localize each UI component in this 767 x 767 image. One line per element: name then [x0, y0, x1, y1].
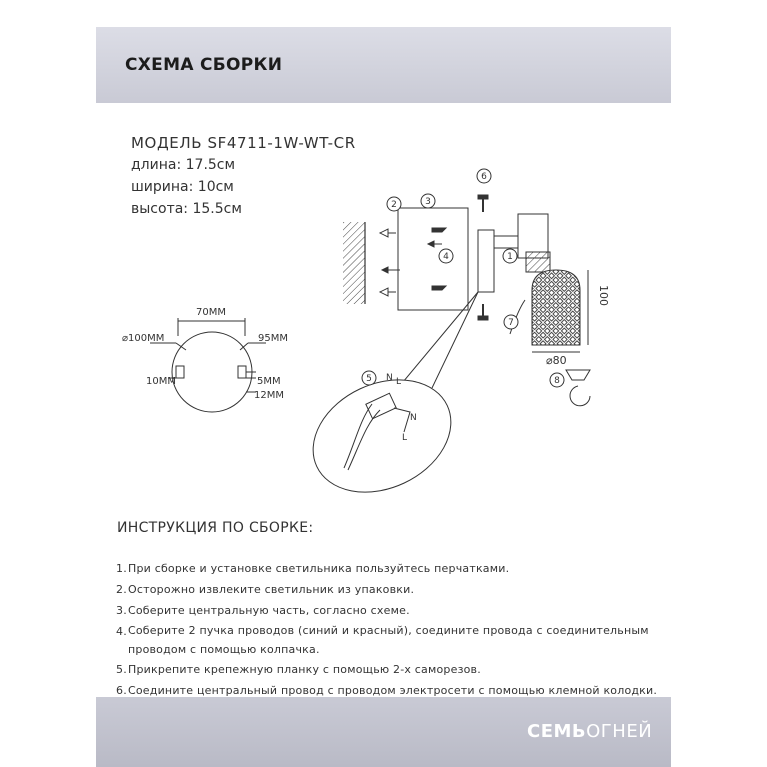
spec-height: высота: 15.5см [131, 201, 242, 217]
dim-12: 12MM [254, 390, 284, 401]
canopy-dimension-drawing [150, 318, 266, 412]
list-item: 5. Прикрепите крепежную планку с помощью 2-х саморезов. [116, 663, 481, 676]
wire-label-l2: L [402, 433, 408, 443]
wire-label-n2: N [410, 413, 417, 423]
mesh-shade [532, 270, 588, 352]
instructions-title: ИНСТРУКЦИЯ ПО СБОРКЕ: [117, 520, 314, 536]
list-item: 4. Соберите 2 пучка проводов (синий и красный), соедините провода с соединительным проводом с помощью колпачка. [116, 624, 649, 656]
list-item: 3. Соберите центральную часть, согласно схеме. [116, 604, 410, 617]
brand-logo: СЕМЬОГНЕЙ [527, 721, 653, 742]
dim-100: ⌀100MM [122, 333, 165, 344]
mounting-plate [398, 208, 468, 310]
callout-4-label: 4 [443, 252, 449, 262]
callout-5-label: 5 [366, 374, 372, 384]
page-title: СХЕМА СБОРКИ [125, 55, 283, 75]
callout-7-label: 7 [508, 318, 514, 328]
dim-shade-height: 100 [597, 285, 610, 306]
callout-6-label: 6 [481, 172, 487, 182]
dim-5: 5MM [257, 376, 281, 387]
callout-8-label: 8 [554, 376, 560, 386]
callout-3-label: 3 [425, 197, 431, 207]
list-item: 6. Соедините центральный провод с проводом электросети с помощью клемной колодки. [116, 684, 658, 697]
callout-2-label: 2 [391, 200, 397, 210]
wire-label-n: N [386, 373, 393, 383]
callout-1-label: 1 [507, 252, 513, 262]
wall [343, 222, 365, 304]
list-item: 1. При сборке и установке светильника пользуйтесь перчатками. [116, 562, 510, 575]
model-name: МОДЕЛЬ SF4711-1W-WT-CR [131, 134, 356, 152]
list-item: 2. Осторожно извлеките светильник из упаковки. [116, 583, 415, 596]
dim-shade-diameter: ⌀80 [546, 354, 567, 367]
wire-connection-detail [295, 292, 478, 514]
lamp-bulb [566, 370, 590, 406]
dim-95: 95MM [258, 333, 288, 344]
spec-length: длина: 17.5см [131, 157, 236, 173]
spec-width: ширина: 10см [131, 179, 234, 195]
dim-70: 70MM [196, 307, 226, 318]
instructions-list [116, 558, 676, 701]
wire-label-l: L [396, 377, 402, 387]
dim-10: 10MM [146, 376, 176, 387]
